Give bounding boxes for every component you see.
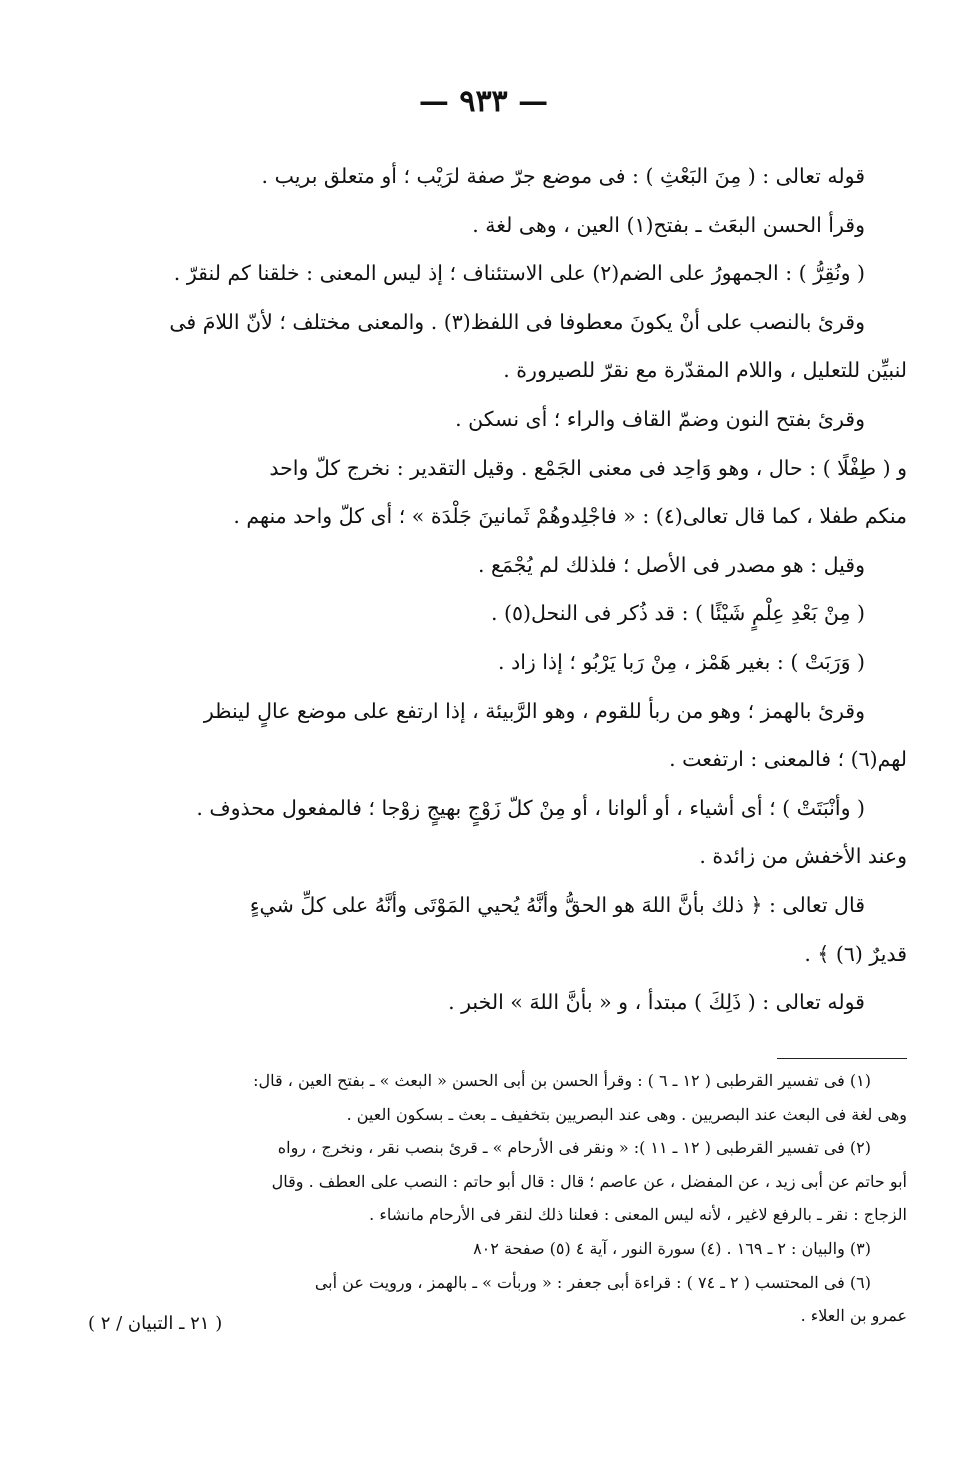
footnote-line: (٦) فى المحتسب ( ٢ ـ ٧٤ ) : قراءة أبى جعفر : « وربأت » ـ بالهمز ، ورويت عن أبى xyxy=(314,1272,871,1292)
main-text xyxy=(49,152,907,1027)
text-line: قديرٌ (٦) ﴾ . xyxy=(804,941,907,966)
text-line: قال تعالى : ﴿ ذلك بأنَّ اللهَ هو الحقُّ وأنَّهُ يُحيي المَوْتَى وأنَّهُ على كلِّ شيءٍ xyxy=(249,892,865,917)
text-line: منكم طفلا ، كما قال تعالى(٤) : « فاجْلِدوهُمْ ثَمانينَ جَلْدَة » ؛ أى كلّ واحد منهم . xyxy=(233,504,907,529)
text-line: لهم(٦) ؛ فالمعنى : ارتفعت . xyxy=(669,747,907,772)
footnote-line: الزجاج : نقر ـ بالرفع لاغير ، لأنه ليس المعنى : فعلنا ذلك لنقر فى الأرحام مانشاء . xyxy=(369,1205,907,1225)
footnote-line: (٣) والبيان : ٢ ـ ١٦٩ . (٤) سورة النور ، آية ٤ (٥) صفحة ٨٠٢ xyxy=(473,1238,871,1258)
text-line: وقرئ بالنصب على أنْ يكونَ معطوفا فى اللفظ(٣) . والمعنى مختلف ؛ لأنّ اللامَ فى xyxy=(169,309,865,334)
text-line: ( ونُقِرُّ ) : الجمهورُ على الضم(٢) على الاستئناف ؛ إذ ليس المعنى : خلقنا كم لنقرّ . xyxy=(173,261,865,286)
footnote-line: (١) فى تفسير القرطبى ( ١٢ ـ ٦ ) : وقرأ الحسن بن أبى الحسن « البعث » ـ بفتح العين ، قال: xyxy=(253,1071,871,1090)
text-line: ( وأنْبَتَتْ ) ؛ أى أشياء ، أو ألوانا ، أو مِنْ كلّ زَوْجٍ بهيجٍ زوْجا ؛ فالمفعول محذوف . xyxy=(196,795,865,820)
text-line: ( وَرَبَتْ ) : بغير هَمْز ، مِنْ رَبا يَرْبُو ؛ إذا زاد . xyxy=(498,649,865,674)
footnote-separator xyxy=(777,1058,907,1059)
footnote-line: عمرو بن العلاء . xyxy=(800,1306,907,1326)
text-line: لنبيِّن للتعليل ، واللام المقدّرة مع نقرّ للصيرورة . xyxy=(503,358,907,383)
text-line: وقرئ بالهمز ؛ وهو من ربأ للقوم ، وهو الرَّبيئة ، إذا ارتفع على موضع عالٍ لينظر xyxy=(203,698,865,723)
text-line: وقيل : هو مصدر فى الأصل ؛ فلذلك لم يُجْمَع . xyxy=(478,552,865,577)
footnote-line: (٢) فى تفسير القرطبى ( ١٢ ـ ١١ ): « ونقر فى الأرحام » ـ قرئ بنصب نقر ، ونخرج ، رواه xyxy=(277,1138,871,1158)
text-line: وقرأ الحسن البعَث ـ بفتح(١) العين ، وهى لغة . xyxy=(472,212,865,237)
text-line: قوله تعالى : ( مِنَ البَعْثِ ) : فى موضع جرّ صفة لرَيْب ؛ أو متعلق بريب . xyxy=(261,164,865,188)
text-line: ( مِنْ بَعْدِ عِلْمٍ شَيْئًا ) : قد ذُكر فى النحل(٥) . xyxy=(490,601,865,626)
text-line: وقرئ بفتح النون وضمّ القاف والراء ؛ أى نسكن . xyxy=(455,406,865,431)
footnote-line: وهى لغة فى البعث عند البصريين . وهى عند البصريين بتخفيف ـ بعث ـ بسكون العين . xyxy=(346,1104,907,1124)
text-line: قوله تعالى : ( ذَلِكَ ) مبتدأ ، و « بأنَّ اللهَ » الخبر . xyxy=(448,990,865,1015)
text-line: و ( طِفْلًا ) : حال ، وهو وَاحِد فى معنى الجَمْع . وقيل التقدير : نخرج كلّ واحد xyxy=(269,455,907,480)
footnotes xyxy=(49,1064,907,1333)
page-number: — ٩٣٣ — xyxy=(418,84,549,119)
text-line: وعند الأخفش من زائدة . xyxy=(699,844,907,869)
footnote-line: أبو حاتم عن أبى زيد ، عن المفضل ، عن عاصم ؛ قال : قال أبو حاتم : النصب على العطف . وقال xyxy=(271,1171,907,1191)
printer-signature: ( ٢١ ـ التبيان / ٢ ) xyxy=(88,1313,223,1334)
